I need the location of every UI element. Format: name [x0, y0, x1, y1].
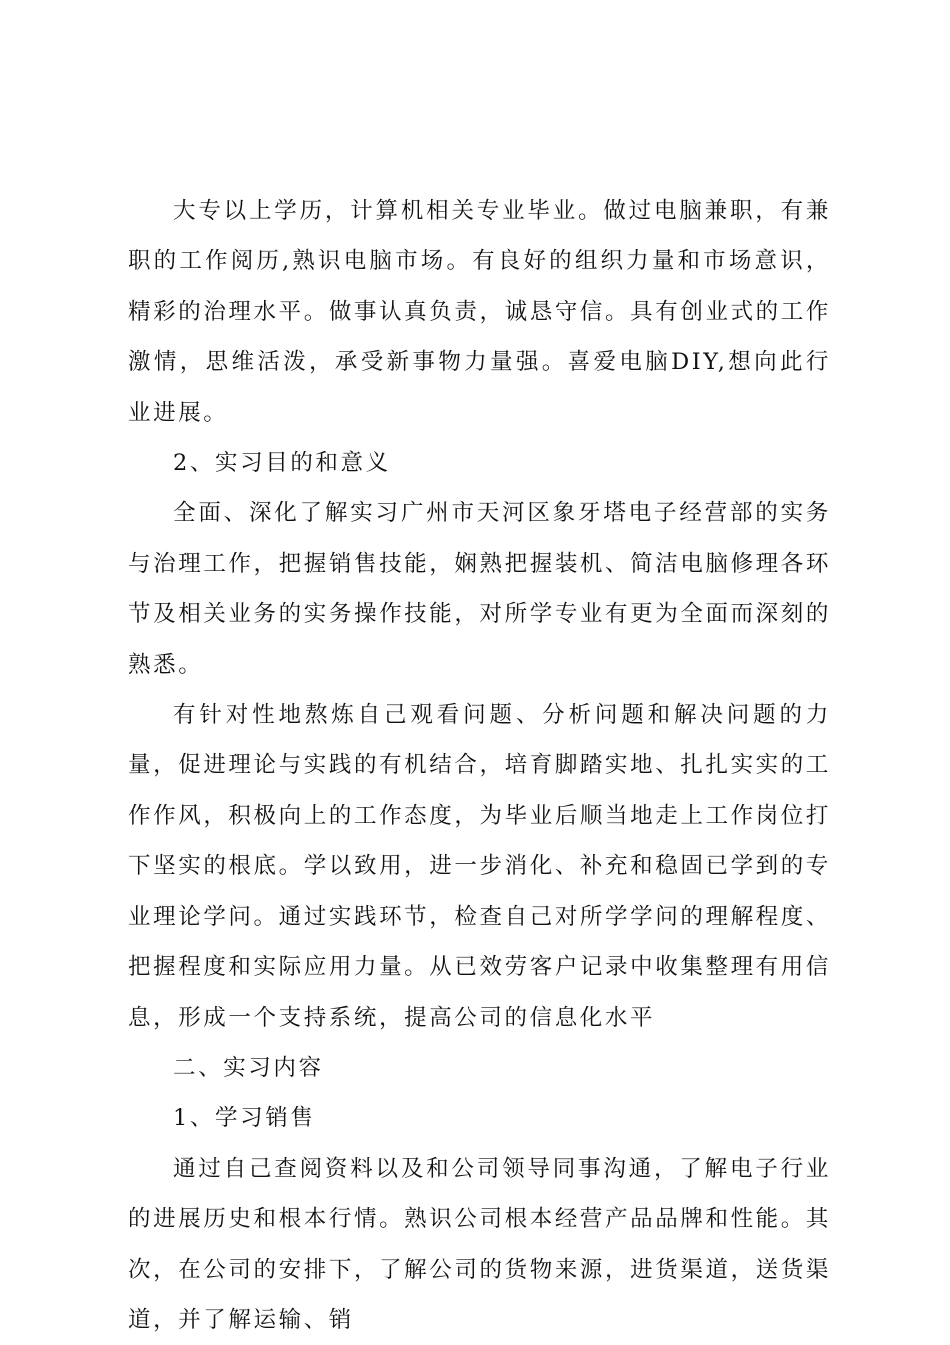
paragraph-learn-sales: 通过自己查阅资料以及和公司领导同事沟通，了解电子行业的进展历史和根本行情。熟识公司根本经营产品品牌和性能。其次，在公司的安排下，了解公司的货物来源，进货渠道，送货渠道，并了解运输、销: [128, 1155, 831, 1333]
paragraph-purpose-overview: 全面、深化了解实习广州市天河区象牙塔电子经营部的实务与治理工作，把握销售技能，娴熟把握装机、简洁电脑修理各环节及相关业务的实务操作技能，对所学专业有更为全面而深刻的熟悉。: [128, 500, 831, 678]
heading-internship-purpose: 2、实习目的和意义: [173, 450, 391, 477]
heading-learn-sales: 1、学习销售: [173, 1105, 316, 1132]
paragraph-purpose-details: 有针对性地熬炼自己观看问题、分析问题和解决问题的力量，促进理论与实践的有机结合，培育脚踏实地、扎扎实实的工作作风，积极向上的工作态度，为毕业后顺当地走上工作岗位打下坚实的根底。学以致用，进一步消化、补充和稳固已学到的专业理论学问。通过实践环节，检查自己对所学学问的理解程度、把握程度和实际应用力量。从已效劳客户记录中收集整理有用信息，形成一个支持系统，提高公司的信息化水平: [128, 702, 831, 1031]
heading-internship-content: 二、实习内容: [173, 1054, 324, 1081]
document-page: [128, 186, 831, 1345]
paragraph-qualifications: 大专以上学历，计算机相关专业毕业。做过电脑兼职，有兼职的工作阅历,熟识电脑市场。有良好的组织力量和市场意识，精彩的治理水平。做事认真负责，诚恳守信。具有创业式的工作激情，思维活泼，承受新事物力量强。喜爱电脑DIY,想向此行业进展。: [128, 198, 831, 426]
